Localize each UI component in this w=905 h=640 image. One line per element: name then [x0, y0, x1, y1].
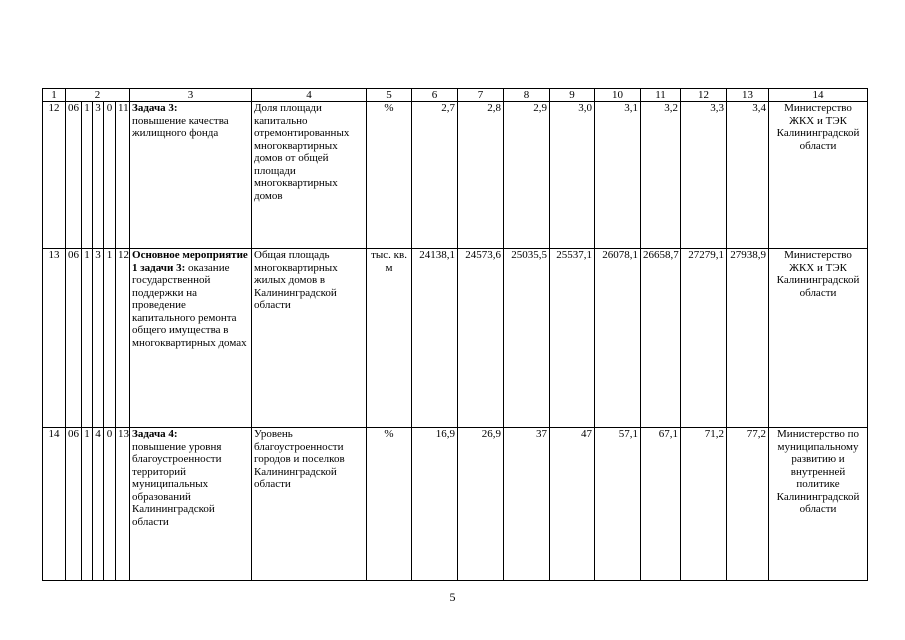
responsible-cell: Министерство ЖКХ и ТЭК Калининградской области — [769, 249, 868, 428]
code-cell: 06 — [66, 102, 82, 249]
responsible-cell: Министерство по муниципальному развитию и внутренней политике Калининградской области — [769, 428, 868, 581]
value-cell: 47 — [550, 428, 595, 581]
indicator-cell: Доля площади капитально отремонтированных многоквартирных домов от общей площади многоквартирных домов — [252, 102, 367, 249]
row-number: 12 — [43, 102, 66, 249]
unit-cell: % — [367, 428, 412, 581]
code-cell: 3 — [93, 249, 104, 428]
value-cell: 71,2 — [681, 428, 727, 581]
value-cell: 27938,9 — [727, 249, 769, 428]
value-cell: 37 — [504, 428, 550, 581]
value-cell: 2,8 — [458, 102, 504, 249]
value-cell: 26,9 — [458, 428, 504, 581]
header-cell: 13 — [727, 89, 769, 102]
value-cell: 25537,1 — [550, 249, 595, 428]
header-cell: 3 — [130, 89, 252, 102]
task-title: Основное мероприятие 1 задачи 3: — [132, 249, 248, 274]
task-name-cell — [130, 249, 252, 428]
code-cell: 4 — [93, 428, 104, 581]
indicator-cell: Уровень благоустроенности городов и поселков Калининградской области — [252, 428, 367, 581]
header-cell: 2 — [66, 89, 130, 102]
value-cell: 3,3 — [681, 102, 727, 249]
header-cell: 7 — [458, 89, 504, 102]
task-title: Задача 3: — [132, 102, 178, 114]
row-number: 14 — [43, 428, 66, 581]
value-cell: 26078,1 — [595, 249, 641, 428]
task-description: повышение уровня благоустроенности территорий муниципальных образований Калининградской области — [132, 440, 222, 528]
header-cell: 10 — [595, 89, 641, 102]
task-description: повышение качества жилищного фонда — [132, 114, 229, 139]
header-cell: 4 — [252, 89, 367, 102]
indicators-table — [42, 88, 868, 581]
value-cell: 77,2 — [727, 428, 769, 581]
header-cell: 5 — [367, 89, 412, 102]
indicator-cell: Общая площадь многоквартирных жилых домов в Калининградской области — [252, 249, 367, 428]
value-cell: 27279,1 — [681, 249, 727, 428]
code-cell: 1 — [82, 428, 93, 581]
value-cell: 24573,6 — [458, 249, 504, 428]
value-cell: 2,7 — [412, 102, 458, 249]
task-name-cell — [130, 102, 252, 249]
code-cell: 0 — [104, 102, 116, 249]
value-cell: 67,1 — [641, 428, 681, 581]
task-title: Задача 4: — [132, 428, 178, 440]
header-cell: 11 — [641, 89, 681, 102]
header-cell: 1 — [43, 89, 66, 102]
header-cell: 6 — [412, 89, 458, 102]
value-cell: 3,1 — [595, 102, 641, 249]
table-row — [43, 249, 868, 428]
value-cell: 3,2 — [641, 102, 681, 249]
header-cell: 9 — [550, 89, 595, 102]
row-number: 13 — [43, 249, 66, 428]
code-cell: 1 — [82, 102, 93, 249]
code-cell: 1 — [82, 249, 93, 428]
value-cell: 3,4 — [727, 102, 769, 249]
header-cell: 8 — [504, 89, 550, 102]
value-cell: 57,1 — [595, 428, 641, 581]
code-cell: 1 — [104, 249, 116, 428]
code-cell: 0 — [104, 428, 116, 581]
unit-cell: % — [367, 102, 412, 249]
code-cell: 06 — [66, 249, 82, 428]
page-number: 5 — [449, 590, 456, 604]
code-cell: 12 — [116, 249, 130, 428]
value-cell: 24138,1 — [412, 249, 458, 428]
value-cell: 2,9 — [504, 102, 550, 249]
responsible-cell: Министерство ЖКХ и ТЭК Калининградской области — [769, 102, 868, 249]
code-cell: 13 — [116, 428, 130, 581]
code-cell: 11 — [116, 102, 130, 249]
code-cell: 3 — [93, 102, 104, 249]
code-cell: 06 — [66, 428, 82, 581]
header-cell: 12 — [681, 89, 727, 102]
header-row — [43, 89, 868, 102]
table-row — [43, 428, 868, 581]
task-name-cell — [130, 428, 252, 581]
value-cell: 3,0 — [550, 102, 595, 249]
header-cell: 14 — [769, 89, 868, 102]
value-cell: 16,9 — [412, 428, 458, 581]
value-cell: 26658,7 — [641, 249, 681, 428]
unit-cell: тыс. кв. м — [367, 249, 412, 428]
task-description: оказание государственной поддержки на проведение капитального ремонта общего имущества в многоквартирных домах — [132, 261, 247, 349]
value-cell: 25035,5 — [504, 249, 550, 428]
table-row — [43, 102, 868, 249]
